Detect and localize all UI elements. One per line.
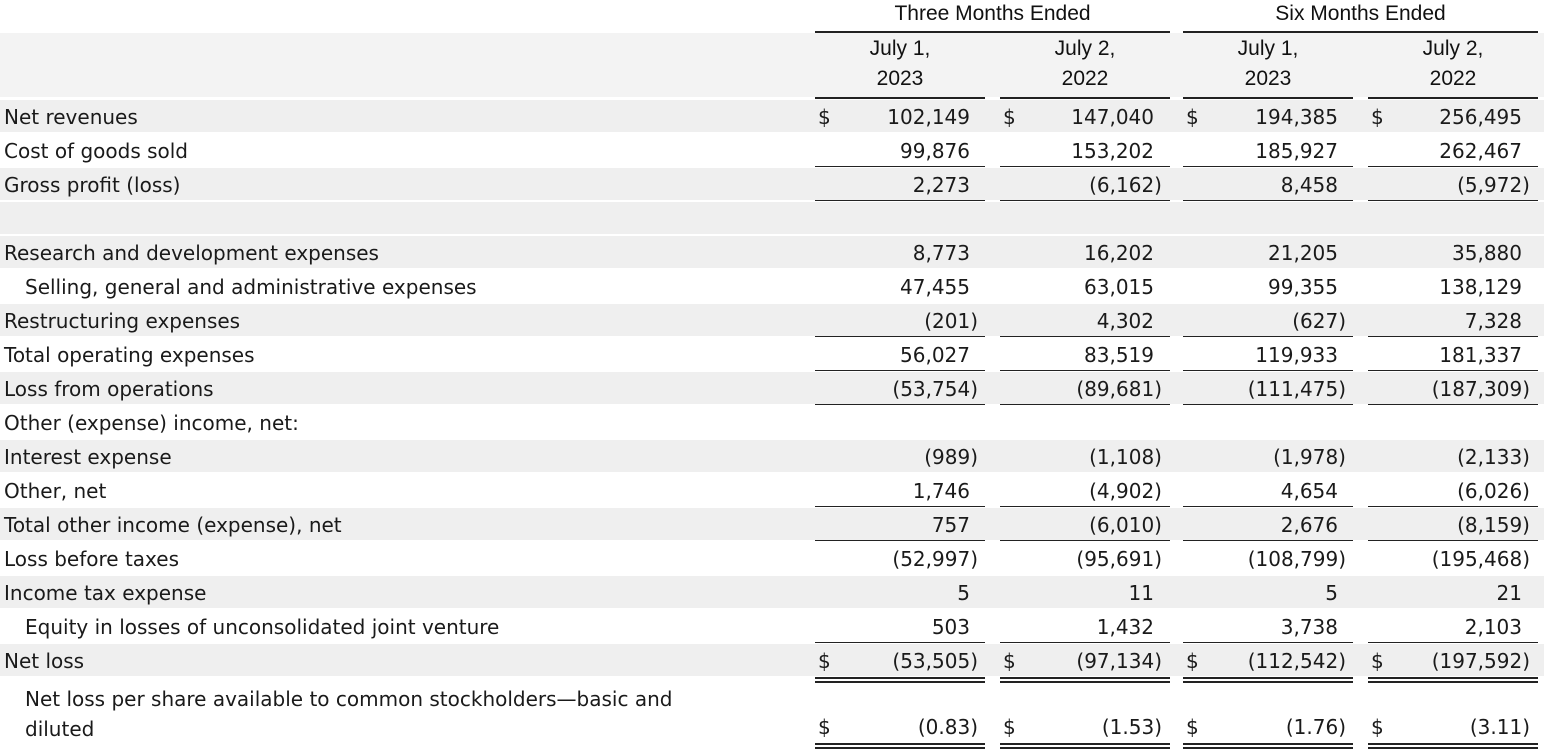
value-cell: 4,302 <box>1096 309 1154 333</box>
dollar-sign: $ <box>1186 715 1199 739</box>
value-cell: 757 <box>931 513 970 537</box>
eps-label <box>25 684 672 744</box>
dollar-sign: $ <box>1371 105 1384 129</box>
table-row <box>0 338 1544 370</box>
subtotal-underline <box>815 370 985 371</box>
value-cell: 138,129 <box>1439 275 1522 299</box>
subtotal-underline <box>1000 166 1170 167</box>
value-cell: (5,972) <box>1457 173 1530 197</box>
value-cell: 63,015 <box>1084 275 1154 299</box>
value-cell: 47,455 <box>900 275 970 299</box>
table-row <box>0 134 1544 166</box>
subtotal-underline <box>1000 200 1170 201</box>
value-cell: (2,133) <box>1457 445 1530 469</box>
subtotal-underline <box>815 506 985 507</box>
column-header-line2: 2022 <box>1061 67 1109 90</box>
subtotal-underline <box>1000 336 1170 337</box>
value-cell: 2,676 <box>1280 513 1338 537</box>
value-cell: 119,933 <box>1255 343 1338 367</box>
total-double-underline <box>1000 743 1170 749</box>
value-cell: 5 <box>1325 581 1338 605</box>
column-header-line2: 2023 <box>1244 67 1292 90</box>
header-underline <box>1183 97 1353 99</box>
value-cell: 11 <box>1128 581 1154 605</box>
spacer-row <box>0 202 1544 234</box>
value-cell: (1,978) <box>1273 445 1346 469</box>
row-label: Selling, general and administrative expenses <box>25 275 477 299</box>
value-cell: 194,385 <box>1255 105 1338 129</box>
value-cell: (108,799) <box>1247 547 1346 571</box>
value-cell: 2,273 <box>912 173 970 197</box>
value-cell: 35,880 <box>1452 241 1522 265</box>
subtotal-underline <box>1000 642 1170 643</box>
dollar-sign: $ <box>1186 649 1199 673</box>
value-cell: 8,773 <box>912 241 970 265</box>
row-label: Total other income (expense), net <box>4 513 342 537</box>
value-cell: (112,542) <box>1247 649 1346 673</box>
value-cell: (111,475) <box>1247 377 1346 401</box>
row-label: Equity in losses of unconsolidated joint venture <box>25 615 500 639</box>
value-cell: (4,902) <box>1089 479 1162 503</box>
subtotal-underline <box>1183 404 1353 405</box>
value-cell: (201) <box>924 309 978 333</box>
total-double-underline <box>815 743 985 749</box>
three-months-header: Three Months Ended <box>894 2 1091 25</box>
table-row <box>0 576 1544 608</box>
subtotal-underline <box>815 166 985 167</box>
subtotal-underline <box>1368 404 1538 405</box>
table-row <box>0 100 1544 132</box>
value-cell: 56,027 <box>900 343 970 367</box>
subtotal-underline <box>1000 404 1170 405</box>
dollar-sign: $ <box>1371 649 1384 673</box>
value-cell: 3,738 <box>1280 615 1338 639</box>
subtotal-underline <box>1183 336 1353 337</box>
value-cell: (197,592) <box>1431 649 1530 673</box>
column-header-h1-2023 <box>1183 34 1353 94</box>
value-cell: 4,654 <box>1280 479 1338 503</box>
subtotal-underline <box>1000 506 1170 507</box>
dollar-sign: $ <box>818 715 831 739</box>
subtotal-underline <box>815 540 985 541</box>
table-row <box>0 542 1544 574</box>
subtotal-underline <box>815 404 985 405</box>
eps-row <box>0 680 1544 742</box>
total-double-underline <box>1368 743 1538 749</box>
value-cell: 153,202 <box>1071 139 1154 163</box>
subtotal-underline <box>1000 370 1170 371</box>
value-cell: 83,519 <box>1084 343 1154 367</box>
column-header-h1-2022 <box>1368 34 1538 94</box>
value-cell: (89,681) <box>1076 377 1162 401</box>
value-cell: (195,468) <box>1431 547 1530 571</box>
value-cell: (627) <box>1292 309 1346 333</box>
value-cell: 256,495 <box>1439 105 1522 129</box>
row-label: Other (expense) income, net: <box>4 411 299 435</box>
subtotal-underline <box>1183 540 1353 541</box>
column-header-line2: 2022 <box>1429 67 1477 90</box>
value-cell: (989) <box>924 445 978 469</box>
row-label: Loss before taxes <box>4 547 179 571</box>
column-header-q2-2023 <box>815 34 985 94</box>
value-cell: (6,162) <box>1089 173 1162 197</box>
table-row <box>0 304 1544 336</box>
row-label: Net revenues <box>4 105 138 129</box>
subtotal-underline <box>1183 642 1353 643</box>
six-months-header: Six Months Ended <box>1275 2 1446 25</box>
eps-value-cell: (1.76) <box>1285 715 1346 739</box>
subtotal-underline <box>1368 336 1538 337</box>
row-label: Income tax expense <box>4 581 207 605</box>
eps-value-cell: (1.53) <box>1101 715 1162 739</box>
subtotal-underline <box>1183 506 1353 507</box>
subtotal-underline <box>1183 370 1353 371</box>
subtotal-underline <box>815 336 985 337</box>
table-row <box>0 372 1544 404</box>
dollar-sign: $ <box>1003 649 1016 673</box>
column-header-line1: July 2, <box>1422 37 1484 60</box>
value-cell: 147,040 <box>1071 105 1154 129</box>
column-header-line2: 2023 <box>876 67 924 90</box>
header-underline <box>815 97 985 99</box>
value-cell: 99,876 <box>900 139 970 163</box>
value-cell: 7,328 <box>1464 309 1522 333</box>
eps-value-cell: (0.83) <box>917 715 978 739</box>
subtotal-underline <box>815 642 985 643</box>
row-label: Interest expense <box>4 445 172 469</box>
dollar-sign: $ <box>818 649 831 673</box>
subtotal-underline <box>1368 506 1538 507</box>
column-header-line1: July 2, <box>1054 37 1116 60</box>
table-row <box>0 236 1544 268</box>
subtotal-underline <box>1183 166 1353 167</box>
subtotal-underline <box>1368 370 1538 371</box>
row-label: Net loss <box>4 649 85 673</box>
column-header-q2-2022 <box>1000 34 1170 94</box>
table-row <box>0 406 1544 438</box>
value-cell: (6,010) <box>1089 513 1162 537</box>
table-row <box>0 270 1544 302</box>
subtotal-underline <box>1000 540 1170 541</box>
dollar-sign: $ <box>1003 105 1016 129</box>
eps-value-cell: (3.11) <box>1469 715 1530 739</box>
row-label: Research and development expenses <box>4 241 379 265</box>
value-cell: (95,691) <box>1076 547 1162 571</box>
eps-label-line1: Net loss per share available to common stockholders—basic and <box>25 687 673 711</box>
value-cell: 262,467 <box>1439 139 1522 163</box>
table-row <box>0 508 1544 540</box>
subtotal-underline <box>1368 642 1538 643</box>
row-label: Cost of goods sold <box>4 139 189 163</box>
value-cell: 1,746 <box>912 479 970 503</box>
header-underline <box>1000 97 1170 99</box>
value-cell: (6,026) <box>1457 479 1530 503</box>
value-cell: 2,103 <box>1464 615 1522 639</box>
value-cell: (97,134) <box>1076 649 1162 673</box>
value-cell: 185,927 <box>1255 139 1338 163</box>
value-cell: 16,202 <box>1084 241 1154 265</box>
table-row <box>0 644 1544 676</box>
subtotal-underline <box>1368 540 1538 541</box>
value-cell: (53,505) <box>892 649 978 673</box>
row-label: Gross profit (loss) <box>4 173 181 197</box>
value-cell: 99,355 <box>1268 275 1338 299</box>
table-row <box>0 474 1544 506</box>
table-row <box>0 440 1544 472</box>
value-cell: 102,149 <box>887 105 970 129</box>
column-header-line1: July 1, <box>1237 37 1299 60</box>
value-cell: 181,337 <box>1439 343 1522 367</box>
row-label: Loss from operations <box>4 377 214 401</box>
dollar-sign: $ <box>818 105 831 129</box>
eps-label-line2: diluted <box>25 717 95 741</box>
value-cell: (53,754) <box>892 377 978 401</box>
dollar-sign: $ <box>1371 715 1384 739</box>
subtotal-underline <box>815 200 985 201</box>
value-cell: 8,458 <box>1280 173 1338 197</box>
value-cell: 1,432 <box>1096 615 1154 639</box>
value-cell: (8,159) <box>1457 513 1530 537</box>
table-row <box>0 610 1544 642</box>
subtotal-underline <box>1368 166 1538 167</box>
subtotal-underline <box>1368 200 1538 201</box>
value-cell: 21 <box>1496 581 1522 605</box>
value-cell: (52,997) <box>892 547 978 571</box>
header-underline <box>1368 97 1538 99</box>
dollar-sign: $ <box>1186 105 1199 129</box>
total-double-underline <box>1183 743 1353 749</box>
value-cell: (1,108) <box>1089 445 1162 469</box>
column-header-line1: July 1, <box>869 37 931 60</box>
table-row <box>0 168 1544 200</box>
row-label: Restructuring expenses <box>4 309 241 333</box>
row-label: Total operating expenses <box>4 343 255 367</box>
dollar-sign: $ <box>1003 715 1016 739</box>
subtotal-underline <box>1183 200 1353 201</box>
value-cell: 503 <box>931 615 970 639</box>
value-cell: 5 <box>957 581 970 605</box>
value-cell: (187,309) <box>1431 377 1530 401</box>
value-cell: 21,205 <box>1268 241 1338 265</box>
row-label: Other, net <box>4 479 107 503</box>
